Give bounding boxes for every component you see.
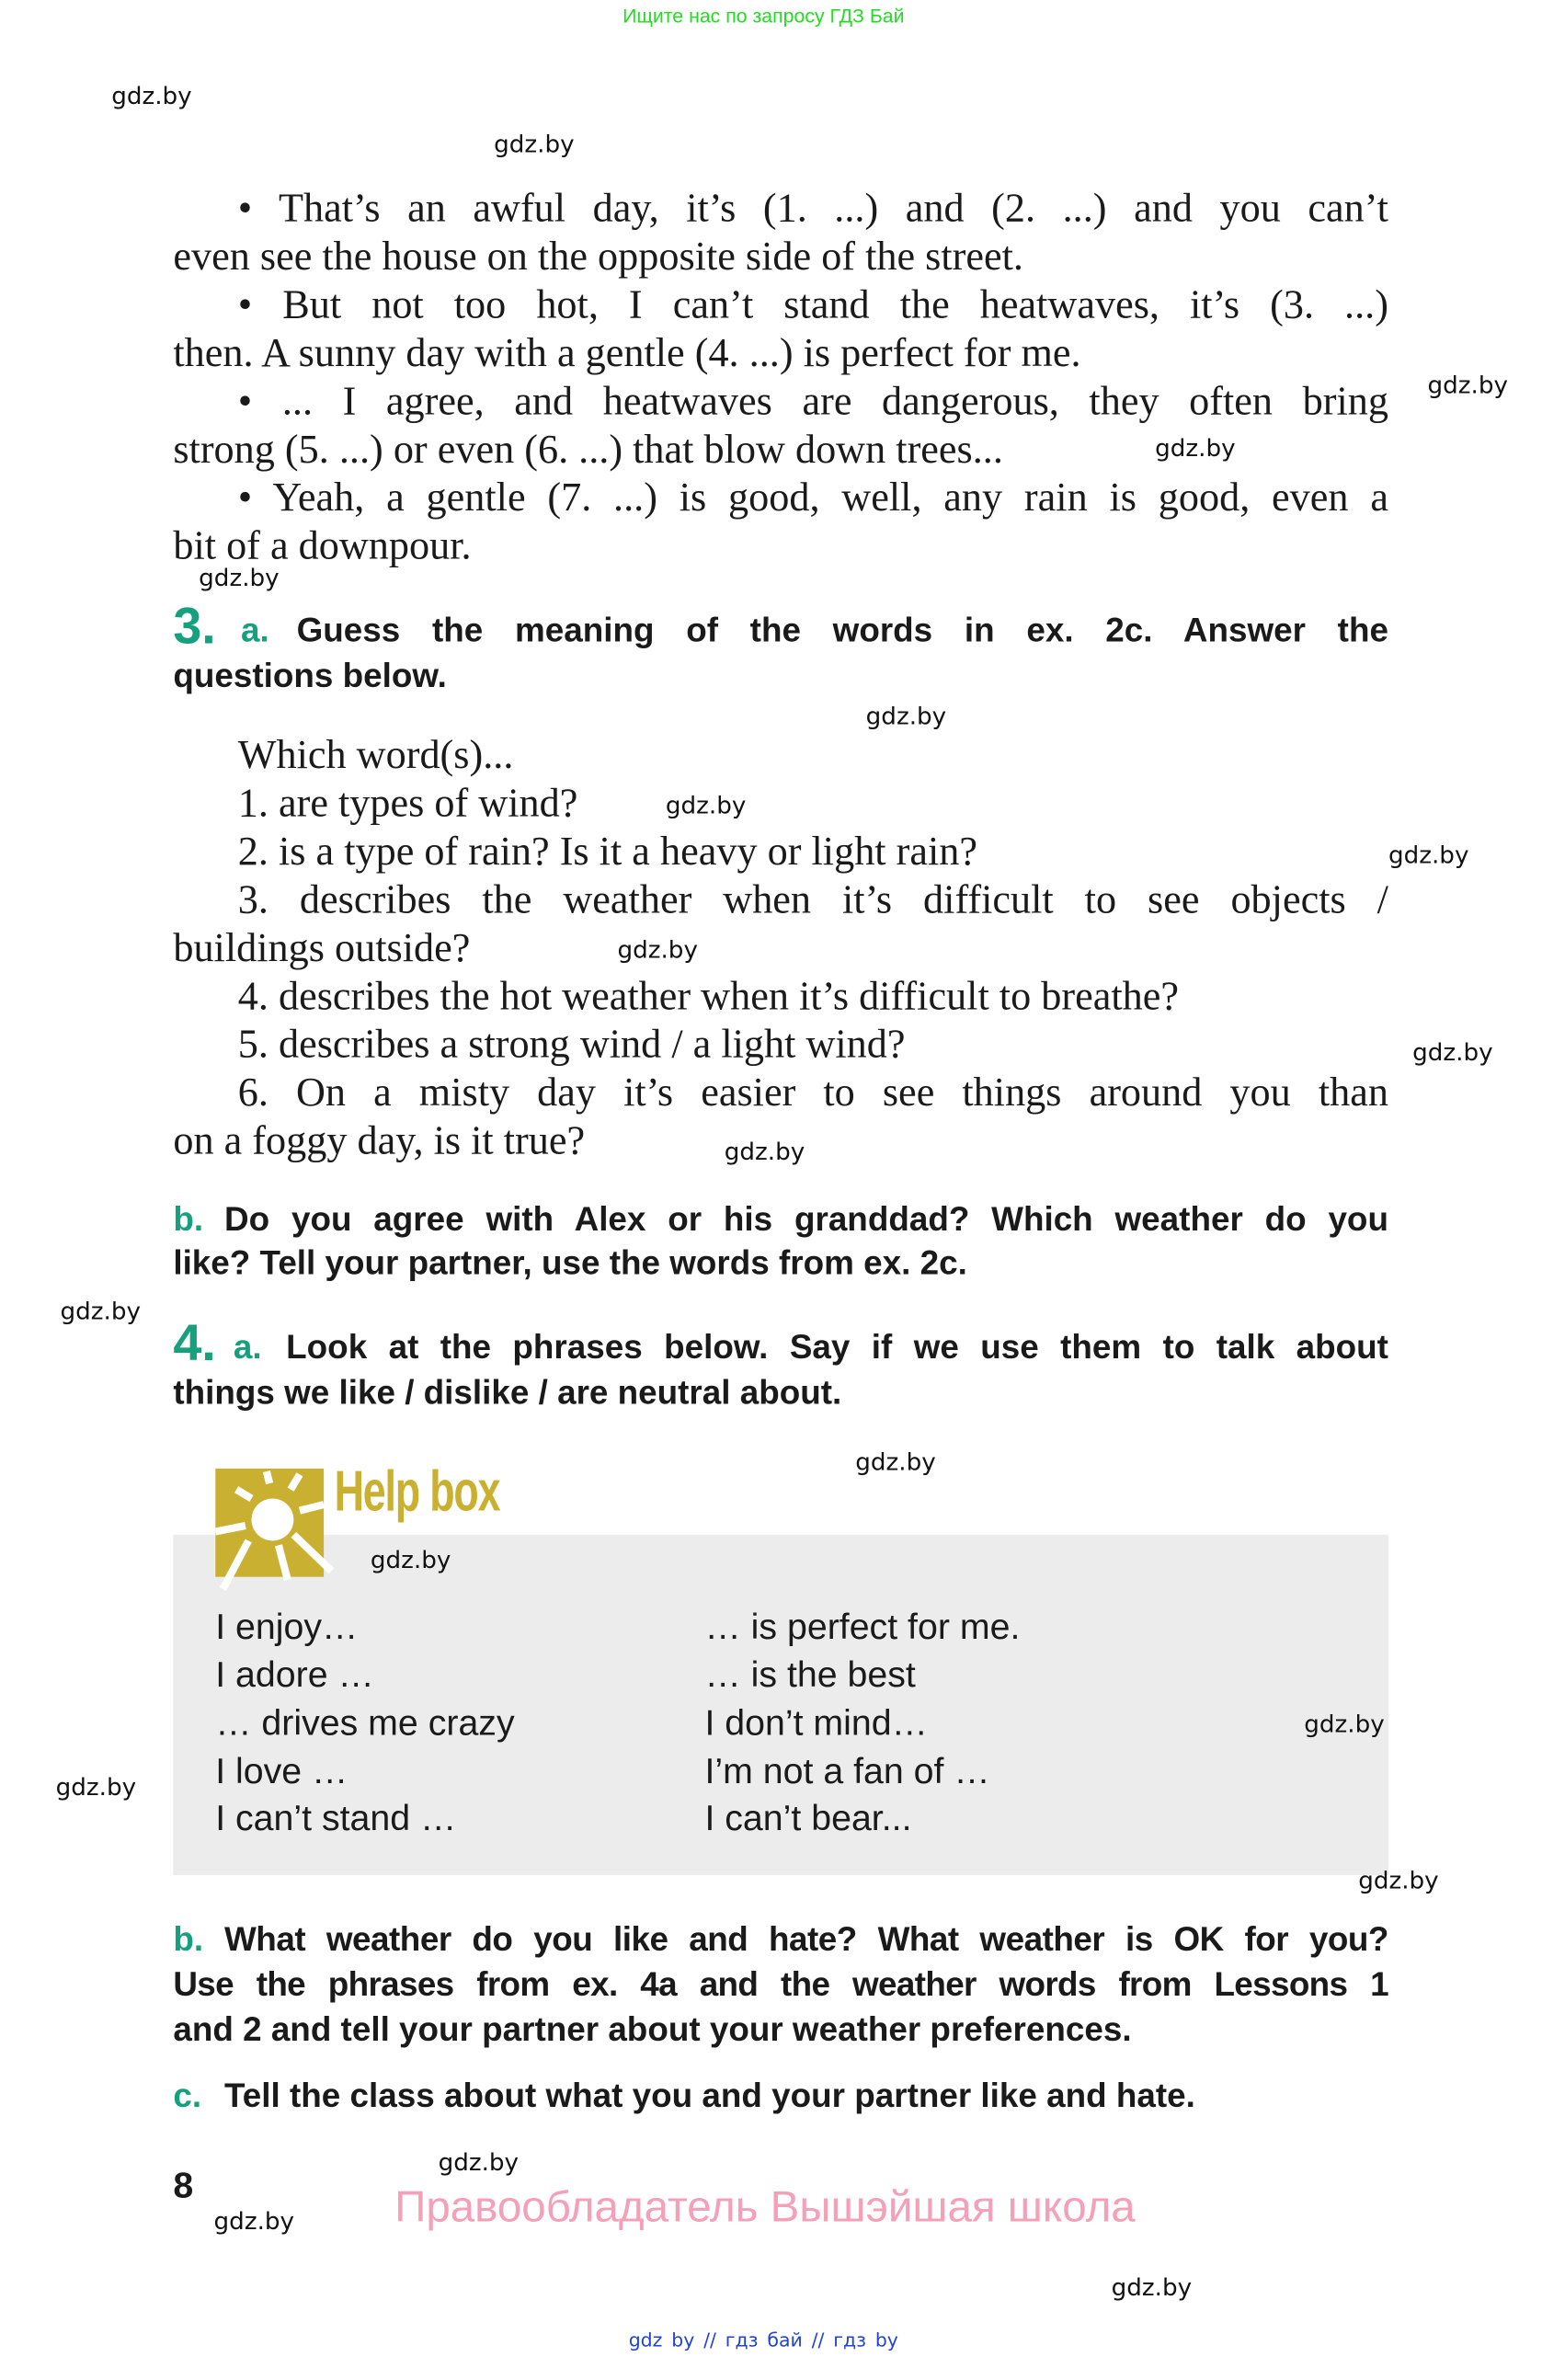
watermark: gdz.by (1412, 1037, 1493, 1067)
exercise-3-number: 3. (173, 598, 216, 656)
watermark: gdz.by (213, 2206, 295, 2236)
phrase: I enjoy… (215, 1607, 359, 1648)
question: 6. On a misty day it’s easier to see things around you than (237, 1069, 1388, 1115)
exercise-3a-instruction: Guess the meaning of the words in ex. 2c. Answer the (296, 611, 1388, 649)
watermark: gdz.by (1155, 433, 1236, 463)
dialogue-line: bit of a downpour. (173, 522, 472, 568)
exercise-4a-label: a. (233, 1328, 262, 1367)
dialogue-line: • ... I agree, and heatwaves are dangerous, they often bring (237, 378, 1388, 424)
phrase: I can’t bear... (704, 1798, 912, 1839)
watermark: gdz.by (55, 1772, 137, 1802)
dialogue-line: • Yeah, a gentle (7. ...) is good, well, any rain is good, even a (237, 474, 1388, 521)
question: 1. are types of wind? (237, 780, 578, 826)
footer-link-gdz-by[interactable]: gdz by (628, 2328, 695, 2351)
phrase: I love … (215, 1751, 348, 1792)
dialogue-line: even see the house on the opposite side of the street. (173, 233, 1023, 279)
exercise-3-intro: Which word(s)... (237, 731, 514, 778)
exercise-4b-instruction: What weather do you like and hate? What weather is OK for you? (224, 1920, 1388, 1959)
phrase: … is the best (704, 1654, 916, 1697)
exercise-4b-instruction: and 2 and tell your partner about your weather preferences. (173, 2010, 1132, 2049)
watermark: gdz.by (1427, 370, 1509, 399)
exercise-4-number: 4. (173, 1314, 216, 1372)
exercise-4b-instruction: Use the phrases from ex. 4a and the weather words from Lessons 1 (173, 1965, 1388, 2004)
search-banner[interactable]: Ищите нас по запросу ГДЗ Бай (623, 4, 905, 28)
copyright-notice: Правообладатель Вышэйшая школа (394, 2183, 1136, 2233)
watermark: gdz.by (855, 1447, 936, 1476)
exercise-3a-instruction: questions below. (173, 657, 447, 694)
footer-separator: // (703, 2328, 716, 2351)
dialogue-line: strong (5. ...) or even (6. ...) that blow down trees... (173, 426, 1003, 472)
exercise-3b-instruction: Do you agree with Alex or his granddad? Which weather do you (224, 1200, 1388, 1239)
watermark: gdz.by (1111, 2272, 1193, 2302)
question: 3. describes the weather when it’s difficult to see objects / (237, 876, 1388, 922)
question: 4. describes the hot weather when it’s difficult to breathe? (237, 972, 1179, 1019)
watermark: gdz.by (370, 1545, 451, 1574)
watermark: gdz.by (1358, 1866, 1439, 1895)
watermark: gdz.by (665, 790, 747, 819)
watermark: gdz.by (438, 2147, 520, 2177)
sun-icon (215, 1469, 336, 1592)
watermark: gdz.by (724, 1137, 805, 1166)
watermark: gdz.by (494, 129, 575, 158)
dialogue-line: • That’s an awful day, it’s (1. ...) and (2. ...) and you can’t (237, 185, 1388, 231)
question: buildings outside? (173, 924, 471, 970)
exercise-3b-instruction: like? Tell your partner, use the words from ex. 2c. (173, 1243, 967, 1282)
watermark: gdz.by (617, 935, 698, 965)
phrase: I’m not a fan of … (704, 1751, 990, 1792)
phrase: I adore … (215, 1654, 374, 1697)
exercise-3a-label: a. (241, 611, 269, 649)
watermark: gdz.by (60, 1297, 141, 1326)
footer-link-gdz-by-cyr[interactable]: гдз by (833, 2328, 898, 2351)
phrase: … is perfect for me. (704, 1607, 1021, 1648)
footer-link-gdz-bai[interactable]: гдз бай (725, 2328, 803, 2351)
page-number: 8 (173, 2166, 194, 2207)
exercise-3b-label: b. (173, 1200, 204, 1239)
exercise-4a-instruction: things we like / dislike / are neutral about. (173, 1373, 842, 1412)
phrase: I don’t mind… (704, 1703, 928, 1745)
phrase: I can’t stand … (215, 1798, 457, 1839)
phrase: … drives me crazy (215, 1703, 515, 1745)
dialogue-line: then. A sunny day with a gentle (4. ...) is perfect for me. (173, 329, 1081, 375)
watermark: gdz.by (1304, 1709, 1385, 1738)
question: 2. is a type of rain? Is it a heavy or light rain? (237, 828, 978, 874)
footer-separator: // (811, 2328, 825, 2351)
exercise-4b-label: b. (173, 1920, 204, 1959)
watermark: gdz.by (1388, 840, 1469, 869)
dialogue-line: • But not too hot, I can’t stand the heatwaves, it’s (3. ...) (237, 281, 1388, 327)
footer-links (0, 2329, 1527, 2351)
watermark: gdz.by (199, 563, 280, 592)
watermark: gdz.by (865, 702, 947, 731)
question: 5. describes a strong wind / a light wind? (237, 1021, 906, 1067)
exercise-4a-instruction: Look at the phrases below. Say if we use them to talk about (286, 1328, 1388, 1367)
question: on a foggy day, is it true? (173, 1117, 586, 1163)
exercise-4c-label: c. (173, 2077, 202, 2115)
watermark: gdz.by (111, 81, 192, 110)
exercise-4c-instruction: Tell the class about what you and your partner like and hate. (224, 2077, 1195, 2115)
help-box-title: Help box (334, 1460, 500, 1525)
